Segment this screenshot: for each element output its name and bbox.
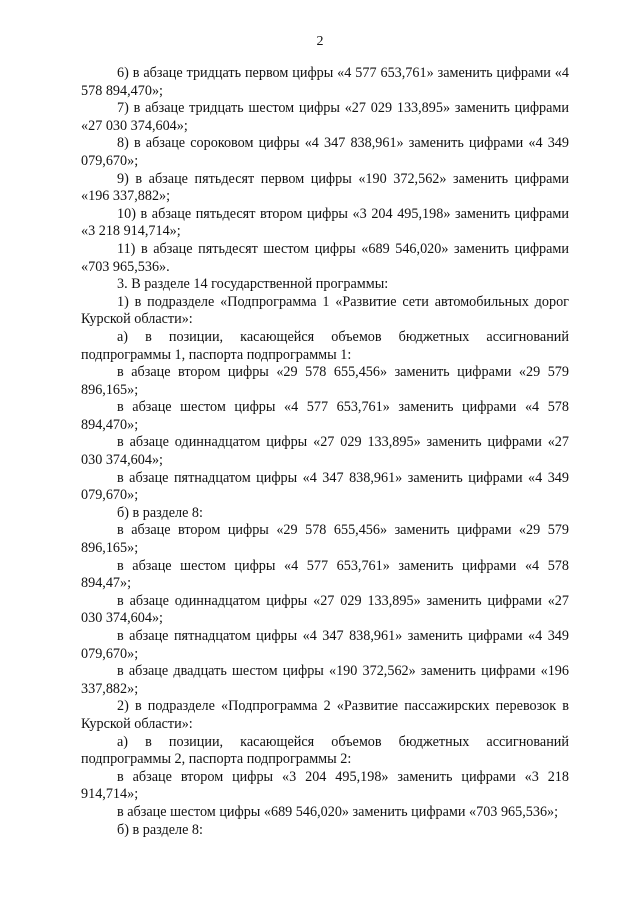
paragraph: б) в разделе 8: [117,504,203,521]
paragraph: 1) в подразделе «Подпрограмма 1 «Развитие сети автомобильных дорог Курской области»: [81,293,569,328]
paragraph: 9) в абзаце пятьдесят первом цифры «190 372,562» заменить цифрами «196 337,882»; [81,170,569,205]
paragraph: 11) в абзаце пятьдесят шестом цифры «689 546,020» заменить цифрами «703 965,536». [81,240,569,275]
paragraph: 3. В разделе 14 государственной программы: [117,276,389,293]
paragraph: в абзаце пятнадцатом цифры «4 347 838,961» заменить цифрами «4 349 079,670»; [81,628,569,662]
paragraph: в абзаце пятнадцатом цифры «4 347 838,961» заменить цифрами «4 349 079,670»; [81,469,569,504]
paragraph: в абзаце двадцать шестом цифры «190 372,562» заменить цифрами «196 337,882»; [81,663,569,697]
paragraph: в абзаце одиннадцатом цифры «27 029 133,895» заменить цифрами «27 030 374,604»; [81,592,569,627]
paragraph: в абзаце втором цифры «3 204 495,198» заменить цифрами «3 218 914,714»; [81,768,569,803]
paragraph: в абзаце шестом цифры «4 577 653,761» заменить цифрами «4 578 894,470»; [81,399,569,433]
paragraph: б) в разделе 8: [117,821,203,838]
page-number: 2 [316,34,324,49]
paragraph: в абзаце втором цифры «29 578 655,456» заменить цифрами «29 579 896,165»; [81,522,569,557]
paragraph: в абзаце шестом цифры «4 577 653,761» заменить цифрами «4 578 894,47»; [81,557,569,592]
paragraph: 2) в подразделе «Подпрограмма 2 «Развитие пассажирских перевозок в Курской области»: [81,698,569,732]
paragraph: в абзаце втором цифры «29 578 655,456» заменить цифрами «29 579 896,165»; [81,364,569,398]
paragraph: 8) в абзаце сороковом цифры «4 347 838,961» заменить цифрами «4 349 079,670»; [81,135,569,169]
paragraph: а) в позиции, касающейся объемов бюджетных ассигнований подпрограммы 2, паспорта подпрограммы 2: [81,733,569,768]
paragraph: 7) в абзаце тридцать шестом цифры «27 029 133,895» заменить цифрами «27 030 374,604»; [81,100,569,134]
paragraph: 6) в абзаце тридцать первом цифры «4 577 653,761» заменить цифрами «4 578 894,470»; [81,65,569,99]
paragraph: в абзаце одиннадцатом цифры «27 029 133,895» заменить цифрами «27 030 374,604»; [81,434,569,469]
paragraph: в абзаце шестом цифры «689 546,020» заменить цифрами «703 965,536»; [117,803,559,820]
paragraph: 10) в абзаце пятьдесят втором цифры «3 204 495,198» заменить цифрами «3 218 914,714»; [81,205,569,240]
document-body [81,65,569,839]
paragraph: а) в позиции, касающейся объемов бюджетных ассигнований подпрограммы 1, паспорта подпрограммы 1: [81,328,569,363]
